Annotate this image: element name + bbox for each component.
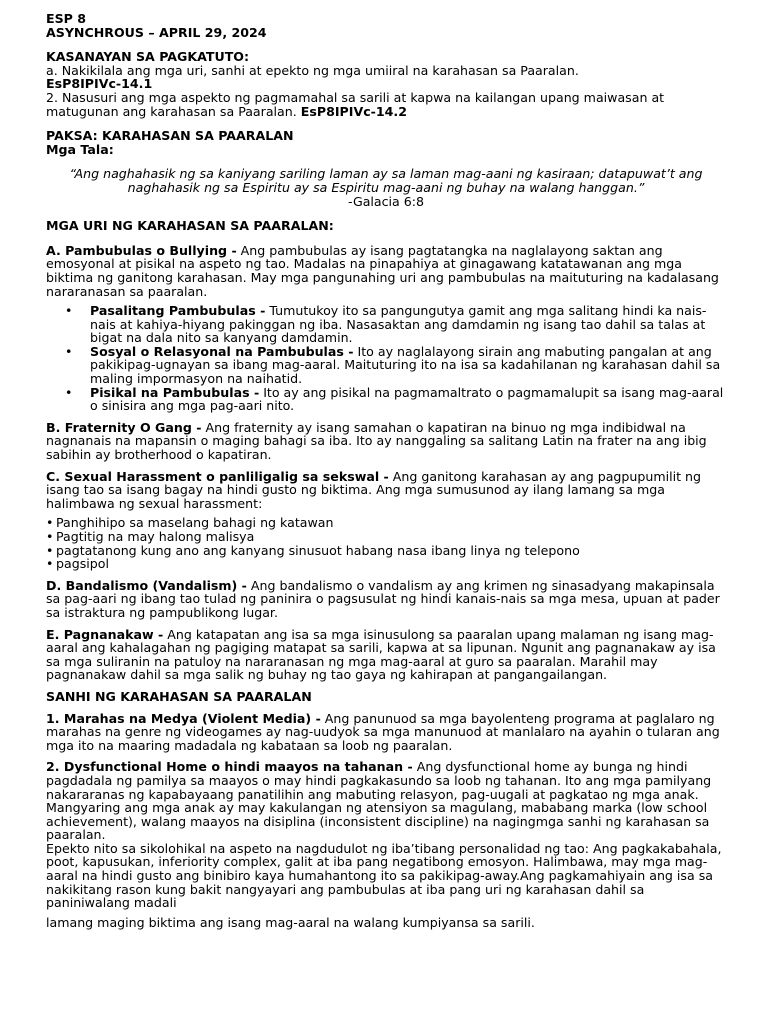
list-item: • Pagtitig na may halong malisya — [46, 529, 255, 544]
sanhi-1-title: 1. Marahas na Medya (Violent Media) - — [46, 710, 321, 726]
subject-title: ESP 8 — [46, 11, 87, 26]
quote-reference: -Galacia 6:8 — [347, 193, 425, 209]
sanhi-2-paragraph: 2. Dysfunctional Home o hindi maayos na tahanan - Ang dysfunctional home ay bunga ng hindi pagdadala ng pamilya sa maayos o may hindi pagkakasundo sa loob ng tahanan. Ito ang mga pamilyang nakararanas ng kapabayaang panatilihin ang mabuting relasyon, pag-uugali at pagkatao ng mga anak. Mangyaring ang mga anak ay may kakulangan ng atensiyon sa magulang, mababang marka (low school achievement), walang maayos na disiplina (inconsistent discipline) na nagingmga sanhi ng karahasan sa paaralan. — [46, 759, 712, 843]
section-d-title: D. Bandalismo (Vandalism) - — [46, 577, 247, 593]
bullet-icon: • — [46, 529, 54, 544]
competency-code-1: EsP8IPIVc-14.1 — [46, 76, 153, 92]
section-b-paragraph: B. Fraternity O Gang - Ang fraternity ay isang samahan o kapatiran na binuo ng mga indibidwal na nagnanais na mapansin o maging bahagi sa iba. Ito ay nanggaling sa salitang Latin na frater na ang ibig sabihin ay brotherhood o kapatiran. — [46, 419, 707, 463]
list-item: • Panghihipo sa maselang bahagi ng katawan — [46, 515, 334, 531]
section-b-title: B. Fraternity O Gang - — [46, 419, 202, 435]
section-c-paragraph: C. Sexual Harassment o panliligalig sa sekswal - Ang ganitong karahasan ay ang pagpupumilit ng isang tao sa isang bagay na hindi gusto ng biktima. Ang mga sumusunod ay ilang lamang sa mga halimbawa ng sexual harassment: — [46, 468, 702, 511]
section-a-paragraph: A. Pambubulas o Bullying - Ang pambubulas ay isang pagtatangka na naglalayong saktan ang emosyonal at pisikal na aspeto ng tao. Madalas na pinapahiya at ginagawang katatawanan ang mga biktima ng ganitong karahasan. May mga pangunahing uri ang pambubulas na maituturing na kadalasang nararanasan sa paaralan. — [46, 242, 719, 299]
mga-tala-label: Mga Tala: — [46, 141, 114, 157]
kasanayan-item-2: 2. Nasusuri ang mga aspekto ng pagmamahal sa sarili at kapwa na kailangan upang maiwasan at matugunan ang karahasan sa Paaralan. EsP8IPIVc-14.2 — [46, 89, 665, 119]
sanhi-1-paragraph: 1. Marahas na Medya (Violent Media) - Ang panunuod sa mga bayolenteng programa at paglalaro ng marahas na genre ng videogames ay nag-uudyok sa mga manunuod at manlalaro na ayahin o tularan ang mga ito na maaring madadala ng kabataan sa loob ng paaralan. — [46, 710, 720, 753]
sanhi-2-continuation: lamang maging biktima ang isang mag-aaral na walang kumpiyansa sa sarili. — [46, 914, 535, 930]
section-c-title: C. Sexual Harassment o panliligalig sa sekswal - — [46, 468, 389, 484]
list-item: • Sosyal o Relasyonal na Pambubulas - Ito ay naglalayong sirain ang mabuting pangalan at ang pakikipag-ugnayan sa ibang mag-aaral. Maituturing ito na isa sa kadahilanan ng karahasan dahil sa maling impormasyon na naihatid. — [65, 343, 721, 387]
paksa-heading: PAKSA: KARAHASAN SA PAARALAN — [46, 128, 294, 144]
harassment-examples-list — [46, 516, 726, 570]
section-d-paragraph: D. Bandalismo (Vandalism) - Ang bandalismo o vandalism ay ang krimen ng sinasadyang makapinsala sa pag-aari ng ibang tao tulad ng paninira o pagsusulat ng hindi kanais-nais sa mga mesa, upuan at pader sa istraktura ng pampublikong lugar. — [46, 577, 720, 620]
bullet-icon: • — [46, 542, 54, 558]
document-page — [46, 12, 726, 929]
sanhi-heading: SANHI NG KARAHASAN SA PAARALAN — [46, 688, 312, 704]
list-item: • pagsipol — [46, 556, 109, 572]
section-a-title: A. Pambubulas o Bullying - — [46, 242, 237, 258]
section-e-paragraph: E. Pagnanakaw - Ang katapatan ang isa sa mga isinusulong sa paaralan upang malaman ng isang mag-aaral ang kahalagahan ng pagiging matapat sa sarili, kapwa at sa lipunan. Ngunit ang pagnanakaw ay isa sa mga suliranin na patuloy na nararanasan ng mga mag-aaral at guro sa paaralan. Marahil may pagnanakaw dahil sa mga salik ng buhay ng tao gaya ng kahirapan at pangangailangan. — [46, 626, 716, 683]
sanhi-2-title: 2. Dysfunctional Home o hindi maayos na tahanan - — [46, 759, 413, 775]
kasanayan-item-1: a. Nakikilala ang mga uri, sanhi at epekto ng mga umiiral na karahasan sa Paaralan. — [46, 62, 579, 78]
list-item: • pagtatanong kung ano ang kanyang sinusuot habang nasa ibang linya ng telepono — [46, 542, 580, 558]
date-line: ASYNCHROUS – APRIL 29, 2024 — [46, 24, 267, 40]
kasanayan-heading: KASANAYAN SA PAGKATUTO: — [46, 49, 250, 65]
bullet-icon: • — [46, 515, 54, 531]
competency-code-2: EsP8IPIVc-14.2 — [300, 103, 407, 119]
bullet-icon: • — [65, 303, 73, 319]
section-e-title: E. Pagnanakaw - — [46, 626, 164, 642]
bullying-types-list — [46, 304, 726, 413]
list-item: • Pisikal na Pambubulas - Ito ay ang pisikal na pagmamaltrato o pagmamalupit sa isang mag-aaral o sinisira ang mga pag-aari nito. — [65, 384, 724, 414]
bullet-icon: • — [65, 343, 73, 359]
sanhi-2-effects-paragraph: Epekto nito sa sikolohikal na aspeto na nagdudulot ng iba’tibang personalidad ng tao: Ang pagkakabahala, poot, kapusukan, inferiority complex, galit at iba pang negatibong emosyon. Halimbawa, may mga mag-aaral na hindi gusto ang binibiro kaya humahantong ito sa pakikipag-away.Ang pagkamahiyain ang isa sa nakikitang rason kung bakit nangyayari ang pambubulas at iba pang uri ng karahasan dahil sa paniniwalang madali — [46, 840, 722, 911]
list-item: • Pasalitang Pambubulas - Tumutukoy ito sa pangungutya gamit ang mga salitang hindi ka nais-nais at kahiya-hiyang pakinggan ng iba. Nasasaktan ang damdamin ng isang tao dahil sa talas at bigat na dala nito sa kanyang damdamin. — [65, 303, 707, 346]
uri-heading: MGA URI NG KARAHASAN SA PAARALAN: — [46, 218, 334, 234]
bible-quote: “Ang naghahasik ng sa kaniyang sariling laman ay sa laman mag-aani ng kasiraan; datapuwat’t ang naghahasik ng sa Espiritu ay sa Espiritu mag-aani ng buhay na walang hanggan.” — [69, 166, 703, 195]
bullet-icon: • — [65, 384, 73, 400]
bullet-icon: • — [46, 556, 54, 572]
